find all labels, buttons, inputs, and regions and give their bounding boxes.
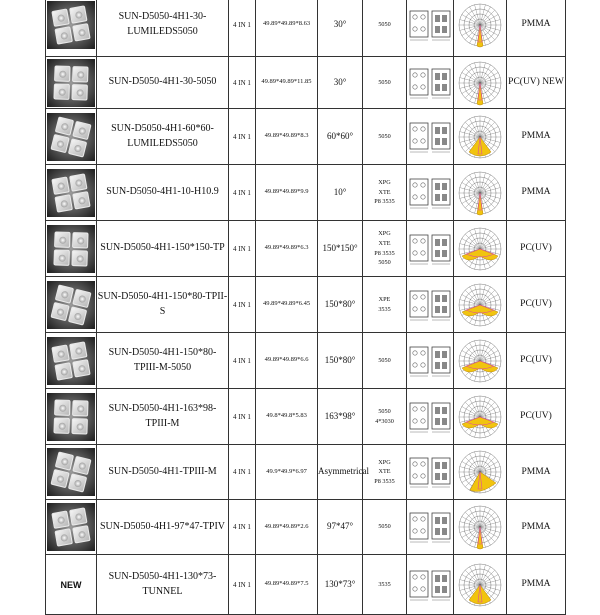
lens-cell <box>54 362 73 381</box>
lens-size-cell <box>256 445 318 500</box>
polar-curve-icon <box>456 170 504 216</box>
led-type: P8 3535 <box>374 249 395 257</box>
dimension-drawing-icon <box>408 509 452 545</box>
model-name-cell <box>97 221 229 277</box>
catalog-body <box>46 0 566 615</box>
lens-photo-icon <box>47 1 95 49</box>
led-type-cell <box>363 389 407 445</box>
lens-cell <box>72 400 89 417</box>
led-type-cell <box>363 57 407 109</box>
led-type: 5050 <box>378 20 391 28</box>
lens-cell <box>55 284 74 303</box>
configuration-cell <box>229 555 256 615</box>
lens-photo-icon <box>47 225 95 273</box>
dimension-drawing-cell <box>407 109 454 165</box>
led-type: P8 3535 <box>374 198 395 206</box>
lens-size: 49.89*49.89*6.3 <box>264 244 309 252</box>
model-name-cell <box>97 0 229 57</box>
led-type: XTE <box>378 188 391 196</box>
lens-photo-icon <box>47 448 95 496</box>
beam-angle: 60*60° <box>326 130 354 141</box>
catalog-row <box>46 165 566 221</box>
dimension-drawing-icon <box>408 7 452 43</box>
model-name: SUN-D5050-4H1-163*98-TPIII-M <box>108 403 217 429</box>
lens-cell <box>50 469 69 488</box>
dimension-drawing-cell <box>407 445 454 500</box>
lens-size: 49.89*49.89*9.9 <box>264 188 309 196</box>
beam-angle: Asymmetrical <box>318 466 369 477</box>
lens-photo-icon <box>47 59 95 107</box>
lens-image-cell <box>46 555 97 615</box>
configuration: 4 IN 1 <box>233 412 251 421</box>
lens-size: 49.89*49.89*7.5 <box>264 580 309 588</box>
dimension-drawing-icon <box>408 119 452 155</box>
catalog-row <box>46 109 566 165</box>
beam-angle: 150*80° <box>324 298 356 309</box>
light-distribution-cell <box>454 500 507 555</box>
polar-curve-icon <box>456 2 504 48</box>
model-name: SUN-D5050-4H1-10-H10.9 <box>106 186 219 198</box>
beam-angle-cell <box>318 555 363 615</box>
led-type: 5050 <box>378 407 391 415</box>
lens-cell <box>55 116 74 135</box>
lens-cell <box>69 5 88 24</box>
lens-cell <box>72 232 89 249</box>
led-type: 5050 <box>378 78 391 86</box>
led-type: XTE <box>378 468 391 476</box>
beam-angle-cell <box>318 333 363 389</box>
led-type-cell <box>363 333 407 389</box>
model-name: SUN-D5050-4H1-150*80-TPII-S <box>97 291 228 317</box>
lens-image-cell <box>46 221 97 277</box>
lens-size-cell <box>256 165 318 221</box>
light-distribution-cell <box>454 109 507 165</box>
beam-angle-cell <box>318 221 363 277</box>
led-type-cell <box>363 109 407 165</box>
lens-cell <box>68 138 87 157</box>
lens-cell <box>54 26 73 45</box>
model-name-cell <box>97 445 229 500</box>
model-name: SUN-D5050-4H1-30-5050 <box>108 76 217 88</box>
beam-angle-cell <box>318 389 363 445</box>
material: PMMA <box>521 466 551 477</box>
catalog-row <box>46 57 566 109</box>
configuration: 4 IN 1 <box>233 356 251 365</box>
lens-array <box>53 399 88 434</box>
light-distribution-cell <box>454 389 507 445</box>
lens-size-cell <box>256 221 318 277</box>
model-name-cell <box>97 500 229 555</box>
lens-cell <box>72 191 91 210</box>
light-distribution-cell <box>454 333 507 389</box>
light-distribution-cell <box>454 221 507 277</box>
led-type: 5050 <box>378 356 391 364</box>
dimension-drawing-icon <box>408 343 452 379</box>
led-type-cell <box>363 0 407 57</box>
material-cell <box>507 109 566 165</box>
lens-cell <box>50 133 69 152</box>
configuration-cell <box>229 57 256 109</box>
model-name-cell <box>97 333 229 389</box>
model-name-cell <box>97 277 229 333</box>
beam-angle-cell <box>318 57 363 109</box>
configuration-cell <box>229 221 256 277</box>
configuration-cell <box>229 333 256 389</box>
material: PMMA <box>521 187 551 198</box>
lens-cell <box>54 231 71 248</box>
led-type: 3535 <box>378 580 391 588</box>
dimension-drawing-icon <box>408 65 452 101</box>
lens-cell <box>72 66 89 83</box>
configuration-cell <box>229 109 256 165</box>
beam-angle-cell <box>318 165 363 221</box>
light-distribution-cell <box>454 165 507 221</box>
beam-angle-cell <box>318 277 363 333</box>
model-name-cell <box>97 57 229 109</box>
lens-catalog-table <box>45 0 566 615</box>
material-cell <box>507 500 566 555</box>
lens-image-cell <box>46 0 97 57</box>
polar-curve-icon <box>456 449 504 495</box>
dimension-drawing-cell <box>407 389 454 445</box>
material-cell <box>507 389 566 445</box>
dimension-drawing-cell <box>407 0 454 57</box>
light-distribution-cell <box>454 445 507 500</box>
lens-cell <box>51 176 70 195</box>
lens-size: 49.9*49.9*6.97 <box>266 467 307 475</box>
lens-cell <box>51 510 70 529</box>
dimension-drawing-cell <box>407 277 454 333</box>
led-type-cell <box>363 221 407 277</box>
model-name-cell <box>97 165 229 221</box>
beam-angle: 10° <box>333 186 347 197</box>
beam-angle: 97*47° <box>326 521 354 532</box>
beam-angle-cell <box>318 0 363 57</box>
catalog-row <box>46 277 566 333</box>
lens-cell <box>55 451 74 470</box>
material: PC(UV) NEW <box>508 77 564 88</box>
lens-cell <box>50 301 69 320</box>
led-type: XPG <box>378 179 391 187</box>
model-name: SUN-D5050-4H1-150*150-TP <box>100 242 225 254</box>
lens-size-cell <box>256 333 318 389</box>
material-cell <box>507 277 566 333</box>
beam-angle: 30° <box>333 18 347 29</box>
dimension-drawing-icon <box>408 399 452 435</box>
configuration: 4 IN 1 <box>233 188 251 197</box>
material-cell <box>507 221 566 277</box>
configuration-cell <box>229 165 256 221</box>
configuration: 4 IN 1 <box>233 300 251 309</box>
led-type: 3535 <box>378 305 391 313</box>
material-cell <box>507 333 566 389</box>
led-type-cell <box>363 165 407 221</box>
catalog-row <box>46 389 566 445</box>
material-cell <box>507 57 566 109</box>
lens-size-cell <box>256 500 318 555</box>
lens-array <box>53 231 88 266</box>
light-distribution-cell <box>454 0 507 57</box>
configuration-cell <box>229 277 256 333</box>
beam-angle: 30° <box>333 76 347 87</box>
led-type: 5050 <box>378 523 391 531</box>
led-type: 5050 <box>378 132 391 140</box>
lens-cell <box>72 23 91 42</box>
lens-cell <box>72 288 91 307</box>
beam-pattern <box>469 585 491 604</box>
configuration-cell <box>229 0 256 57</box>
lens-size: 49.89*49.89*11.85 <box>261 78 312 86</box>
lens-array <box>51 173 90 212</box>
lens-image-cell <box>46 277 97 333</box>
polar-curve-icon <box>456 504 504 550</box>
led-type-cell <box>363 277 407 333</box>
led-type: 4*3030 <box>375 417 394 425</box>
dimension-drawing-cell <box>407 165 454 221</box>
catalog-row <box>46 555 566 615</box>
catalog-row <box>46 221 566 277</box>
material-cell <box>507 555 566 615</box>
lens-cell <box>68 473 87 492</box>
dimension-drawing-cell <box>407 555 454 615</box>
dimension-drawing-cell <box>407 57 454 109</box>
lens-size-cell <box>256 277 318 333</box>
lens-size: 49.89*49.89*6.6 <box>264 356 309 364</box>
material: PC(UV) <box>520 411 552 422</box>
lens-array <box>51 507 90 546</box>
lens-cell <box>54 399 71 416</box>
beam-pattern <box>469 137 491 156</box>
dimension-drawing-icon <box>408 175 452 211</box>
lens-array <box>50 284 91 325</box>
led-type: 5050 <box>378 259 391 267</box>
model-name: SUN-D5050-4H1-TPIII-M <box>108 465 217 477</box>
light-distribution-cell <box>454 555 507 615</box>
beam-angle: 150*80° <box>324 354 356 365</box>
model-name-cell <box>97 109 229 165</box>
beam-angle-cell <box>318 500 363 555</box>
led-type: XPG <box>378 458 391 466</box>
lens-array <box>51 5 90 44</box>
lens-size-cell <box>256 555 318 615</box>
material-cell <box>507 165 566 221</box>
lens-size: 49.89*49.89*8.63 <box>262 20 311 28</box>
lens-cell <box>54 194 73 213</box>
configuration-cell <box>229 500 256 555</box>
lens-size-cell <box>256 109 318 165</box>
model-name: SUN-D5050-4H1-130*73-TUNNEL <box>108 571 217 597</box>
catalog-row <box>46 333 566 389</box>
configuration: 4 IN 1 <box>233 523 251 531</box>
model-name: SUN-D5050-4H1-97*47-TPIV <box>100 520 225 532</box>
model-name: SUN-D5050-4H1-150*80-TPIII-M-5050 <box>108 347 217 373</box>
material: PMMA <box>521 521 551 532</box>
lens-array <box>53 65 88 100</box>
lens-cell <box>53 83 70 100</box>
lens-array <box>50 451 91 492</box>
polar-curve-icon <box>456 60 504 106</box>
polar-curve-icon <box>456 114 504 160</box>
material: PMMA <box>521 19 551 30</box>
lens-size: 49.8*49.8*5.83 <box>266 412 307 420</box>
material-cell <box>507 0 566 57</box>
lens-cell <box>72 359 91 378</box>
dimension-drawing-icon <box>408 567 452 603</box>
lens-array <box>50 116 91 157</box>
light-distribution-cell <box>454 57 507 109</box>
lens-cell <box>69 507 88 526</box>
lens-image-cell <box>46 445 97 500</box>
lens-photo-icon <box>47 393 95 441</box>
lens-cell <box>69 341 88 360</box>
lens-image-cell <box>46 57 97 109</box>
lens-cell <box>71 418 88 435</box>
dimension-drawing-icon <box>408 287 452 323</box>
new-label: NEW <box>60 579 82 590</box>
lens-photo-icon <box>47 169 95 217</box>
lens-photo-icon <box>47 337 95 385</box>
polar-curve-icon <box>456 394 504 440</box>
lens-cell <box>71 250 88 267</box>
material: PC(UV) <box>520 299 552 310</box>
configuration: 4 IN 1 <box>233 78 251 87</box>
lens-size-cell <box>256 57 318 109</box>
led-type-cell <box>363 555 407 615</box>
lens-image-cell <box>46 109 97 165</box>
model-name-cell <box>97 555 229 615</box>
configuration: 4 IN 1 <box>233 244 251 253</box>
lens-image-cell <box>46 389 97 445</box>
material-cell <box>507 445 566 500</box>
beam-angle-cell <box>318 109 363 165</box>
beam-angle: 163*98° <box>324 410 356 421</box>
catalog-row <box>46 445 566 500</box>
configuration: 4 IN 1 <box>233 580 251 589</box>
lens-image-cell <box>46 165 97 221</box>
lens-image-cell <box>46 500 97 555</box>
beam-pattern <box>470 472 496 491</box>
led-type: XPG <box>378 230 391 238</box>
lens-photo-icon <box>47 281 95 329</box>
light-distribution-cell <box>454 277 507 333</box>
configuration: 4 IN 1 <box>233 468 251 476</box>
led-type: XTE <box>378 239 391 247</box>
catalog-row <box>46 0 566 57</box>
model-name: SUN-D5050-4H1-60*60-LUMILEDS5050 <box>111 123 214 149</box>
led-type: P8 3535 <box>374 477 395 485</box>
material: PMMA <box>521 131 551 142</box>
material: PC(UV) <box>520 243 552 254</box>
lens-cell <box>71 84 88 101</box>
beam-angle: 130*73° <box>324 578 356 589</box>
configuration: 4 IN 1 <box>233 20 251 29</box>
polar-curve-icon <box>456 338 504 384</box>
lens-image-cell <box>46 333 97 389</box>
lens-size: 49.89*49.89*8.3 <box>264 132 309 140</box>
configuration: 4 IN 1 <box>233 132 251 141</box>
polar-curve-icon <box>456 282 504 328</box>
lens-cell <box>72 456 91 475</box>
lens-cell <box>53 417 70 434</box>
lens-cell <box>53 249 70 266</box>
lens-size-cell <box>256 0 318 57</box>
dimension-drawing-cell <box>407 333 454 389</box>
lens-cell <box>68 306 87 325</box>
lens-size: 49.89*49.89*2.6 <box>264 522 309 530</box>
lens-photo-icon <box>47 113 95 161</box>
lens-size: 49.89*49.89*6.45 <box>262 300 311 308</box>
configuration-cell <box>229 389 256 445</box>
dimension-drawing-icon <box>408 231 452 267</box>
led-type-cell <box>363 445 407 500</box>
lens-cell <box>51 344 70 363</box>
led-type-cell <box>363 500 407 555</box>
material: PC(UV) <box>520 355 552 366</box>
lens-cell <box>72 525 91 544</box>
lens-cell <box>54 65 71 82</box>
beam-angle-cell <box>318 445 369 500</box>
beam-angle: 150*150° <box>322 242 358 253</box>
led-type: XPE <box>378 295 391 303</box>
lens-cell <box>54 528 73 547</box>
configuration-cell <box>229 445 256 500</box>
lens-size-cell <box>256 389 318 445</box>
lens-array <box>51 341 90 380</box>
dimension-drawing-cell <box>407 500 454 555</box>
lens-cell <box>69 173 88 192</box>
lens-cell <box>51 8 70 27</box>
model-name-cell <box>97 389 229 445</box>
lens-photo-icon <box>47 503 95 551</box>
polar-curve-icon <box>456 226 504 272</box>
dimension-drawing-icon <box>408 454 452 490</box>
polar-curve-icon <box>456 562 504 608</box>
model-name: SUN-D5050-4H1-30-LUMILEDS5050 <box>118 11 207 37</box>
catalog-row <box>46 500 566 555</box>
material: PMMA <box>521 579 551 590</box>
dimension-drawing-cell <box>407 221 454 277</box>
lens-cell <box>72 120 91 139</box>
